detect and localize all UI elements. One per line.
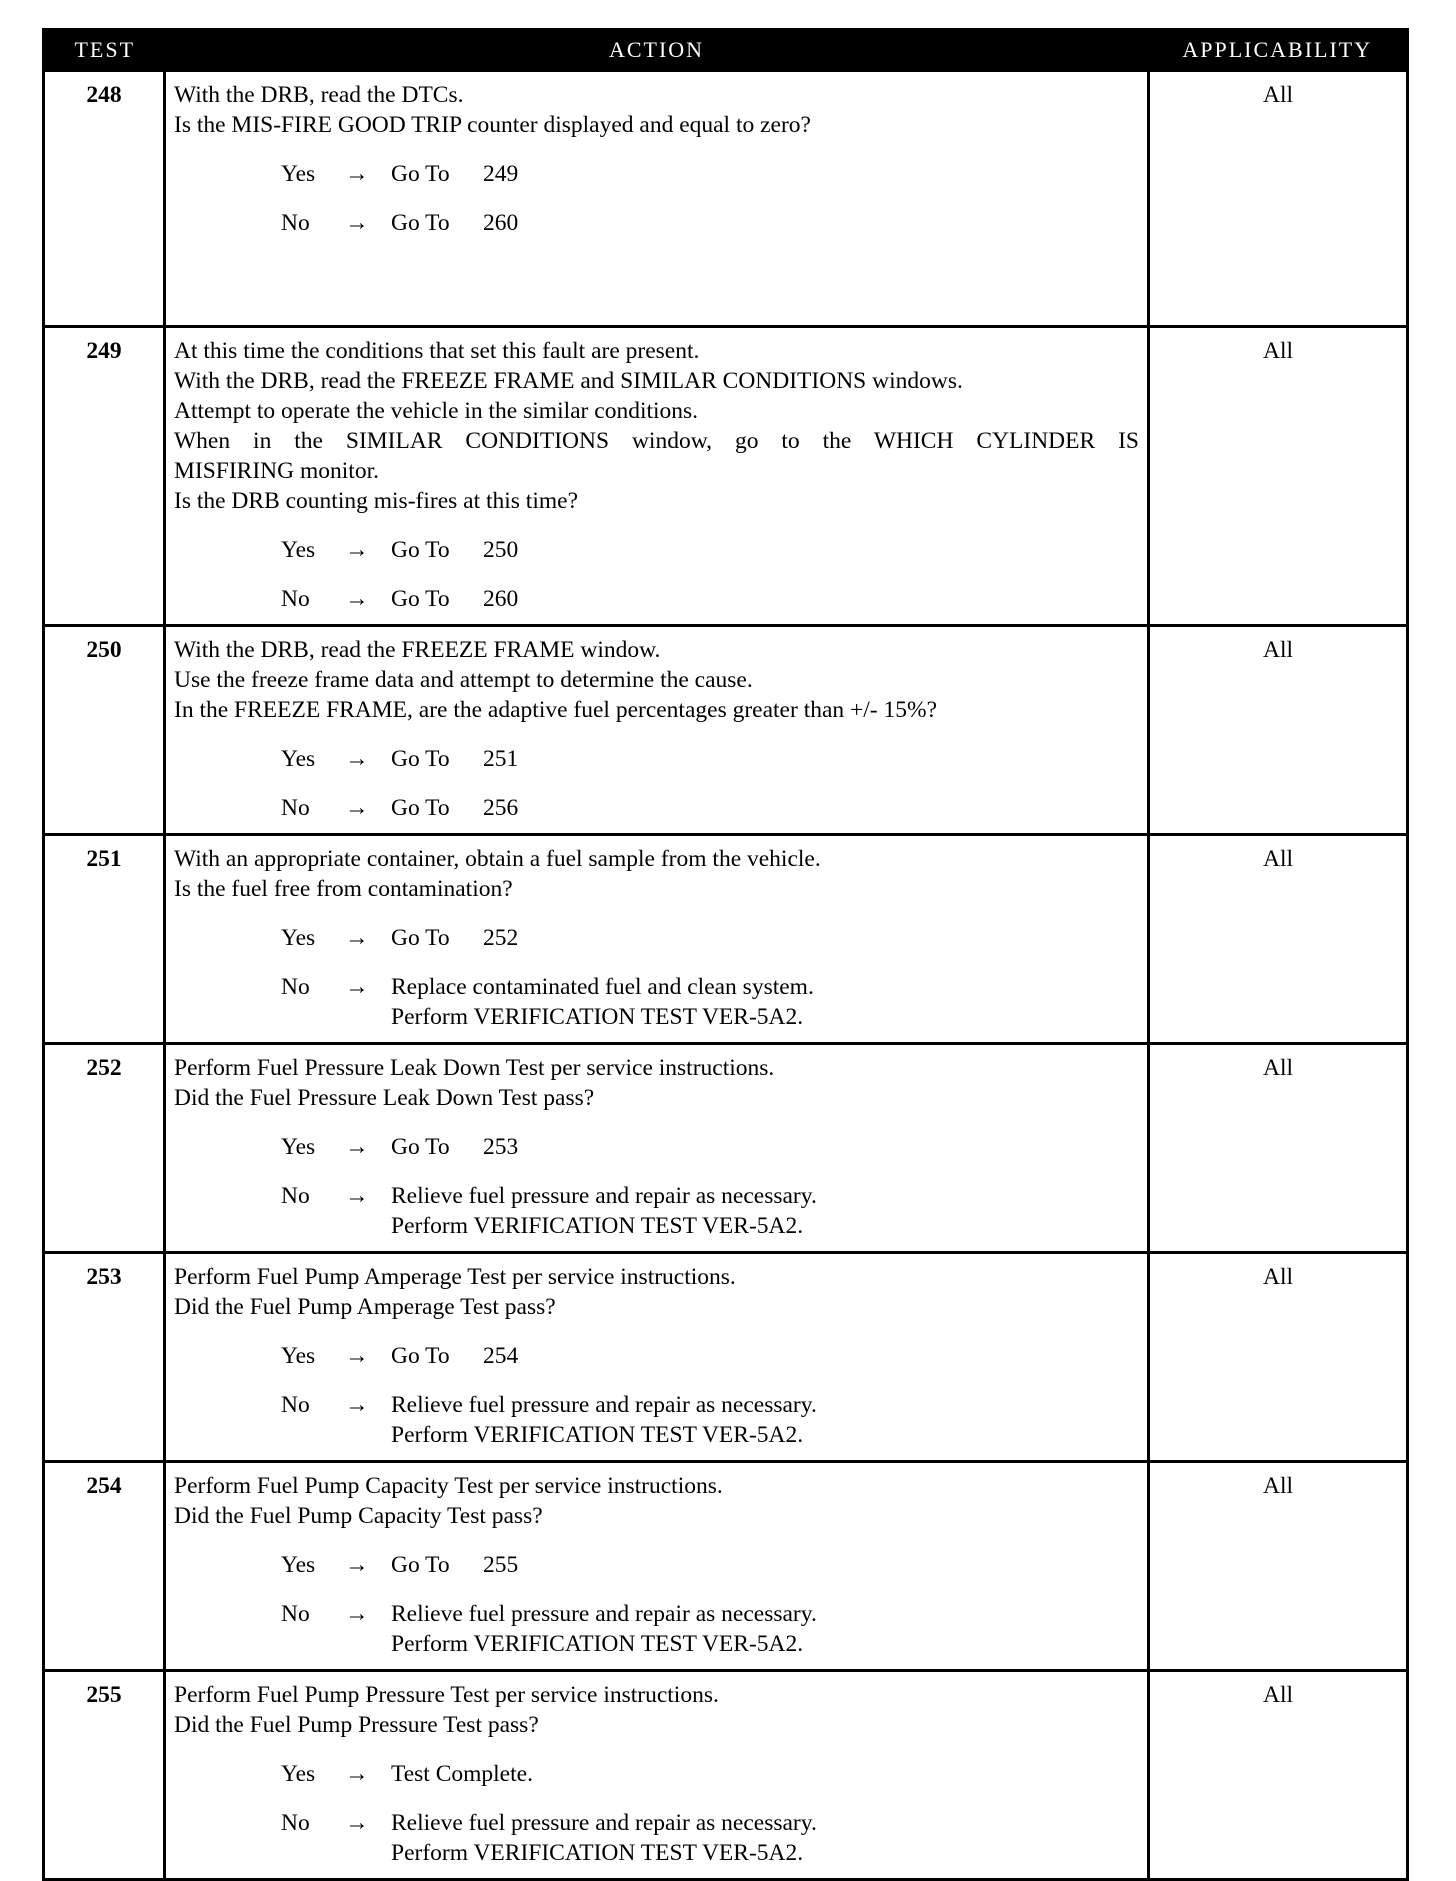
arrow-right-icon: → xyxy=(345,974,369,1000)
no-result xyxy=(391,1181,1139,1241)
action-cell xyxy=(165,1462,1149,1671)
result-line: Test Complete. xyxy=(391,1761,533,1787)
table-row xyxy=(44,1044,1408,1253)
no-branch xyxy=(281,1599,1139,1659)
result-line: Relieve fuel pressure and repair as necessary. xyxy=(391,1392,817,1418)
table-row xyxy=(44,71,1408,327)
goto-target: 256 xyxy=(483,795,519,821)
result-line: Replace contaminated fuel and clean system. xyxy=(391,974,814,1000)
goto-label: Go To xyxy=(391,537,450,563)
instruction-line: Use the freeze frame data and attempt to determine the cause. xyxy=(174,667,753,693)
instruction-line: With the DRB, read the FREEZE FRAME and SIMILAR CONDITIONS windows. xyxy=(174,368,963,394)
goto-target: 260 xyxy=(483,210,519,236)
goto-target: 249 xyxy=(483,161,519,187)
applicability-value: All xyxy=(1149,835,1408,1044)
result-line: Relieve fuel pressure and repair as necessary. xyxy=(391,1183,817,1209)
no-branch xyxy=(281,584,1139,614)
instruction-line: With the DRB, read the FREEZE FRAME window. xyxy=(174,637,661,663)
result-line: Perform VERIFICATION TEST VER-5A2. xyxy=(391,1422,804,1448)
arrow-right-icon: → xyxy=(345,1810,369,1836)
action-cell xyxy=(165,1044,1149,1253)
applicability-value: All xyxy=(1149,1671,1408,1880)
yes-branch xyxy=(281,159,1139,189)
instruction-line: At this time the conditions that set this fault are present. xyxy=(174,338,700,364)
instructions xyxy=(174,1471,1139,1531)
instruction-line: Perform Fuel Pump Amperage Test per service instructions. xyxy=(174,1264,736,1290)
yes-branch xyxy=(281,1132,1139,1162)
goto-target: 250 xyxy=(483,537,519,563)
yes-branch xyxy=(281,1550,1139,1580)
arrow-right-icon: → xyxy=(345,161,369,187)
instruction-line: Perform Fuel Pump Capacity Test per service instructions. xyxy=(174,1473,723,1499)
no-branch xyxy=(281,208,1139,238)
no-result xyxy=(391,1808,1139,1868)
no-answer: No xyxy=(281,1392,310,1418)
no-result xyxy=(391,584,1139,614)
applicability-value: All xyxy=(1149,626,1408,835)
goto-label: Go To xyxy=(391,586,450,612)
no-answer: No xyxy=(281,1183,310,1209)
yes-branch xyxy=(281,1341,1139,1371)
goto-target: 254 xyxy=(483,1343,519,1369)
arrow-right-icon: → xyxy=(345,925,369,951)
yes-branch xyxy=(281,535,1139,565)
diagnostic-table-page xyxy=(42,28,1406,1881)
instruction-line: Perform Fuel Pump Pressure Test per service instructions. xyxy=(174,1682,719,1708)
no-answer: No xyxy=(281,1810,310,1836)
yes-result xyxy=(391,1341,1139,1371)
yes-answer: Yes xyxy=(281,1134,316,1160)
yes-answer: Yes xyxy=(281,161,316,187)
applicability-value: All xyxy=(1149,1253,1408,1462)
no-branch xyxy=(281,1390,1139,1450)
table-row xyxy=(44,1671,1408,1880)
arrow-right-icon: → xyxy=(345,1761,369,1787)
applicability-value: All xyxy=(1149,1044,1408,1253)
table-row xyxy=(44,626,1408,835)
instruction-line: Is the DRB counting mis-fires at this time? xyxy=(174,488,579,514)
no-branch xyxy=(281,793,1139,823)
instruction-line: Did the Fuel Pump Amperage Test pass? xyxy=(174,1294,556,1320)
instructions xyxy=(174,1262,1139,1322)
instructions xyxy=(174,336,1139,516)
yes-answer: Yes xyxy=(281,1552,316,1578)
goto-label: Go To xyxy=(391,210,450,236)
arrow-right-icon: → xyxy=(345,795,369,821)
arrow-right-icon: → xyxy=(345,1343,369,1369)
test-number: 255 xyxy=(44,1671,165,1880)
instructions xyxy=(174,80,1139,140)
yes-branch xyxy=(281,923,1139,953)
instruction-line: With the DRB, read the DTCs. xyxy=(174,82,464,108)
table-row xyxy=(44,1462,1408,1671)
yes-result xyxy=(391,1132,1139,1162)
header-test: TEST xyxy=(44,30,165,71)
instructions xyxy=(174,635,1139,725)
table-row xyxy=(44,1253,1408,1462)
yes-result xyxy=(391,1759,1139,1789)
instructions xyxy=(174,1680,1139,1740)
yes-answer: Yes xyxy=(281,537,316,563)
test-number: 251 xyxy=(44,835,165,1044)
goto-label: Go To xyxy=(391,161,450,187)
action-cell xyxy=(165,1253,1149,1462)
no-branch xyxy=(281,1181,1139,1241)
test-number: 253 xyxy=(44,1253,165,1462)
instruction-line: With an appropriate container, obtain a fuel sample from the vehicle. xyxy=(174,846,821,872)
applicability-value: All xyxy=(1149,1462,1408,1671)
yes-branch xyxy=(281,1759,1139,1789)
no-branch xyxy=(281,972,1139,1032)
goto-label: Go To xyxy=(391,746,450,772)
goto-target: 255 xyxy=(483,1552,519,1578)
action-cell xyxy=(165,835,1149,1044)
arrow-right-icon: → xyxy=(345,586,369,612)
goto-label: Go To xyxy=(391,1552,450,1578)
result-line: Relieve fuel pressure and repair as necessary. xyxy=(391,1810,817,1836)
arrow-right-icon: → xyxy=(345,746,369,772)
yes-branch xyxy=(281,744,1139,774)
header-applicability: APPLICABILITY xyxy=(1149,30,1408,71)
result-line: Perform VERIFICATION TEST VER-5A2. xyxy=(391,1004,804,1030)
goto-label: Go To xyxy=(391,1134,450,1160)
applicability-value: All xyxy=(1149,327,1408,626)
no-result xyxy=(391,1390,1139,1450)
arrow-right-icon: → xyxy=(345,1183,369,1209)
test-number: 249 xyxy=(44,327,165,626)
no-answer: No xyxy=(281,795,310,821)
no-answer: No xyxy=(281,1601,310,1627)
diagnostic-test-table xyxy=(42,28,1409,1881)
goto-target: 252 xyxy=(483,925,519,951)
no-answer: No xyxy=(281,210,310,236)
arrow-right-icon: → xyxy=(345,537,369,563)
goto-label: Go To xyxy=(391,925,450,951)
no-result xyxy=(391,208,1139,238)
header-action: ACTION xyxy=(165,30,1149,71)
arrow-right-icon: → xyxy=(345,1601,369,1627)
action-cell xyxy=(165,1671,1149,1880)
instruction-line: Did the Fuel Pressure Leak Down Test pass? xyxy=(174,1085,595,1111)
goto-target: 251 xyxy=(483,746,519,772)
goto-target: 253 xyxy=(483,1134,519,1160)
no-branch xyxy=(281,1808,1139,1868)
instruction-line: MISFIRING monitor. xyxy=(174,458,379,484)
goto-target: 260 xyxy=(483,586,519,612)
applicability-value: All xyxy=(1149,71,1408,327)
no-answer: No xyxy=(281,586,310,612)
instruction-line: Did the Fuel Pump Pressure Test pass? xyxy=(174,1712,539,1738)
table-header xyxy=(44,30,1408,71)
instruction-line: Is the fuel free from contamination? xyxy=(174,876,513,902)
instruction-line: In the FREEZE FRAME, are the adaptive fuel percentages greater than +/- 15%? xyxy=(174,697,938,723)
arrow-right-icon: → xyxy=(345,1134,369,1160)
no-result xyxy=(391,1599,1139,1659)
instruction-line: Perform Fuel Pressure Leak Down Test per service instructions. xyxy=(174,1055,775,1081)
instructions xyxy=(174,1053,1139,1113)
yes-result xyxy=(391,535,1139,565)
test-number: 254 xyxy=(44,1462,165,1671)
no-result xyxy=(391,793,1139,823)
goto-label: Go To xyxy=(391,795,450,821)
yes-answer: Yes xyxy=(281,746,316,772)
instruction-line: Attempt to operate the vehicle in the similar conditions. xyxy=(174,398,699,424)
no-result xyxy=(391,972,1139,1032)
yes-result xyxy=(391,159,1139,189)
yes-result xyxy=(391,923,1139,953)
action-cell xyxy=(165,71,1149,327)
result-line: Perform VERIFICATION TEST VER-5A2. xyxy=(391,1840,804,1866)
action-cell xyxy=(165,327,1149,626)
result-line: Perform VERIFICATION TEST VER-5A2. xyxy=(391,1631,804,1657)
table-body xyxy=(44,71,1408,1880)
test-number: 248 xyxy=(44,71,165,327)
action-cell xyxy=(165,626,1149,835)
table-row xyxy=(44,327,1408,626)
yes-answer: Yes xyxy=(281,1343,316,1369)
instruction-line: Is the MIS-FIRE GOOD TRIP counter displayed and equal to zero? xyxy=(174,112,811,138)
test-number: 250 xyxy=(44,626,165,835)
instruction-line: When in the SIMILAR CONDITIONS window, go to the WHICH CYLINDER IS xyxy=(174,428,1139,454)
no-answer: No xyxy=(281,974,310,1000)
instruction-line: Did the Fuel Pump Capacity Test pass? xyxy=(174,1503,543,1529)
goto-label: Go To xyxy=(391,1343,450,1369)
yes-answer: Yes xyxy=(281,1761,316,1787)
yes-answer: Yes xyxy=(281,925,316,951)
table-row xyxy=(44,835,1408,1044)
instructions xyxy=(174,844,1139,904)
yes-result xyxy=(391,1550,1139,1580)
yes-result xyxy=(391,744,1139,774)
arrow-right-icon: → xyxy=(345,1392,369,1418)
result-line: Perform VERIFICATION TEST VER-5A2. xyxy=(391,1213,804,1239)
result-line: Relieve fuel pressure and repair as necessary. xyxy=(391,1601,817,1627)
arrow-right-icon: → xyxy=(345,210,369,236)
test-number: 252 xyxy=(44,1044,165,1253)
arrow-right-icon: → xyxy=(345,1552,369,1578)
